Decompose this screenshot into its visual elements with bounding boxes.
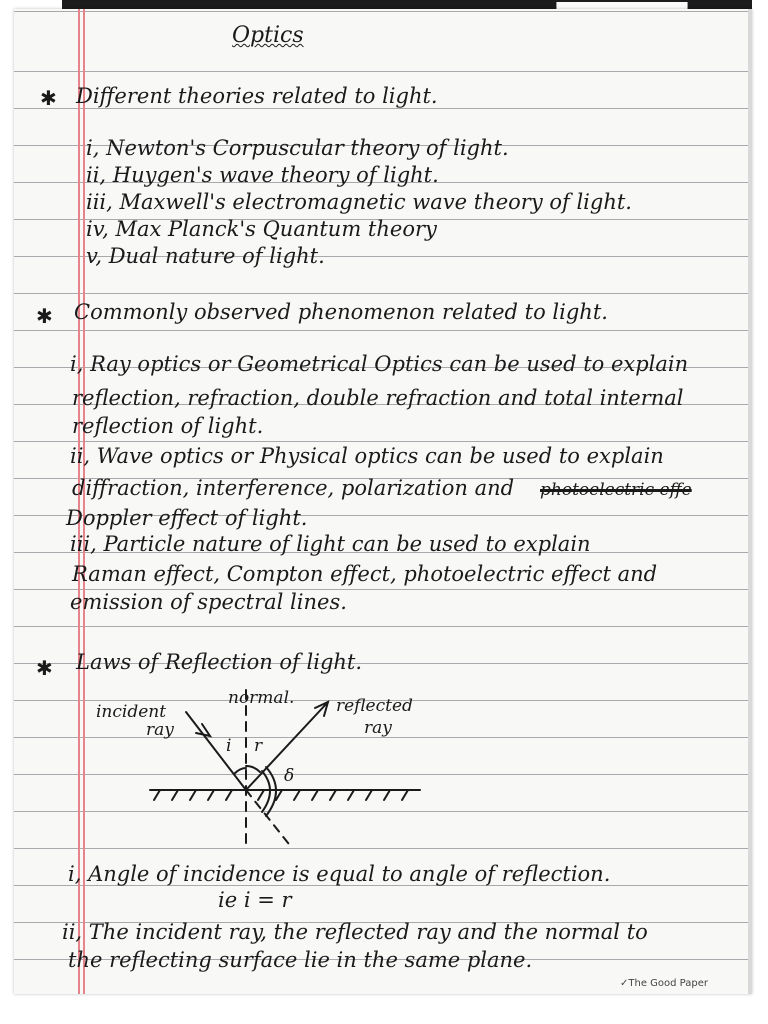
section1-heading: Different theories related to light. bbox=[76, 84, 438, 108]
phenomenon-line: emission of spectral lines. bbox=[70, 590, 347, 614]
mirror-hatching bbox=[154, 790, 408, 800]
phenomenon-line: Doppler effect of light. bbox=[66, 506, 308, 530]
struck-out-text: photoelectric effe bbox=[540, 480, 692, 500]
incident-label: ray bbox=[146, 720, 174, 740]
law-line: the reflecting surface lie in the same plane. bbox=[68, 948, 533, 972]
theory-item: iv, Max Planck's Quantum theory bbox=[86, 217, 437, 241]
section2-heading: Commonly observed phenomenon related to light. bbox=[74, 300, 608, 324]
page-title: Optics bbox=[232, 23, 304, 48]
phenomenon-line: diffraction, interference, polarization and bbox=[72, 476, 515, 500]
phenomenon-line: i, Ray optics or Geometrical Optics can be used to explain bbox=[70, 352, 689, 376]
angle-r-label: r bbox=[254, 736, 263, 756]
incident-label: incident bbox=[96, 702, 167, 722]
angle-delta-label: δ bbox=[284, 766, 295, 786]
incident-arrow-icon bbox=[196, 724, 210, 736]
law-line: i, Angle of incidence is equal to angle of reflection. bbox=[68, 862, 611, 886]
phenomenon-line: reflection of light. bbox=[72, 414, 264, 438]
bullet-star-icon: ✱ bbox=[36, 304, 53, 328]
theory-item: v, Dual nature of light. bbox=[86, 244, 325, 268]
bullet-star-icon: ✱ bbox=[36, 656, 53, 680]
reflected-label: reflected bbox=[336, 696, 413, 716]
law-equation: ie i = r bbox=[218, 888, 292, 912]
phenomenon-line: iii, Particle nature of light can be used to explain bbox=[70, 532, 591, 556]
phenomenon-line: reflection, refraction, double refraction and total internal bbox=[72, 386, 684, 410]
normal-label: normal. bbox=[228, 688, 295, 708]
phenomenon-line: Raman effect, Compton effect, photoelectric effect and bbox=[72, 562, 658, 586]
phenomenon-line: ii, Wave optics or Physical optics can be used to explain bbox=[70, 444, 664, 468]
paper-brand-logo: ✓The Good Paper bbox=[620, 978, 708, 989]
angle-i-label: i bbox=[226, 736, 232, 756]
angle-r-arc bbox=[246, 766, 260, 772]
angle-i-arc bbox=[234, 768, 246, 774]
theory-item: i, Newton's Corpuscular theory of light. bbox=[86, 136, 509, 160]
theory-item: ii, Huygen's wave theory of light. bbox=[86, 163, 439, 187]
incident-ray bbox=[186, 712, 246, 790]
theory-item: iii, Maxwell's electromagnetic wave theory of light. bbox=[86, 190, 632, 214]
law-line: ii, The incident ray, the reflected ray and the normal to bbox=[62, 920, 648, 944]
bullet-star-icon: ✱ bbox=[40, 86, 57, 110]
section3-heading: Laws of Reflection of light. bbox=[76, 650, 363, 674]
reflected-label: ray bbox=[364, 718, 392, 738]
